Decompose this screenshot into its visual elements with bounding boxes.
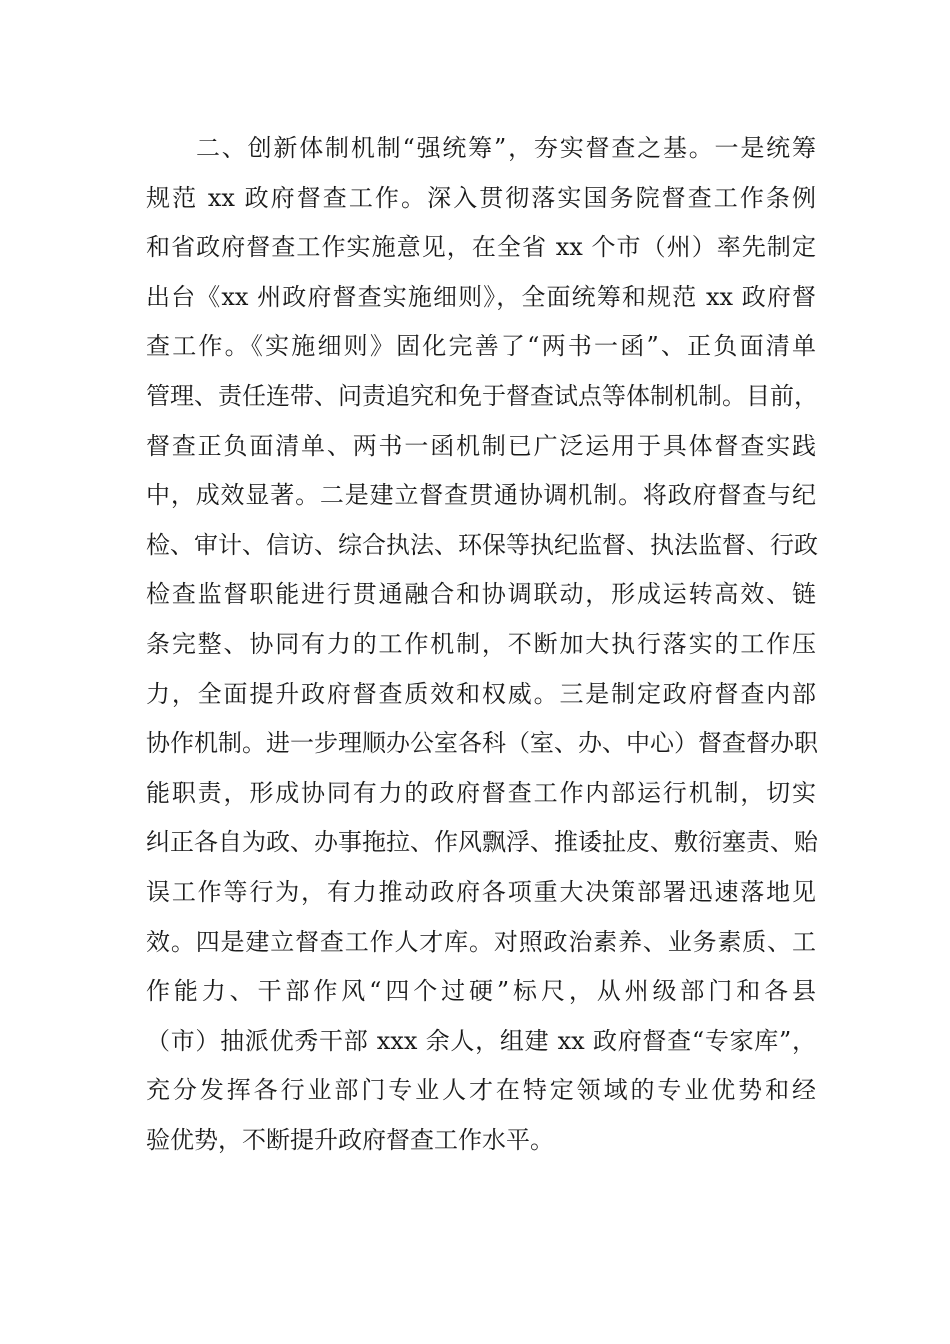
paragraph-line: 误工作等行为，有力推动政府各项重大决策部署迅速落地见 <box>146 877 816 906</box>
paragraph-line: 条完整、协同有力的工作机制，不断加大执行落实的工作压 <box>146 629 816 658</box>
paragraph-line: 充分发挥各行业部门专业人才在特定领域的专业优势和经 <box>146 1076 816 1105</box>
paragraph-line: 督查正负面清单、两书一函机制已广泛运用于具体督查实践 <box>146 431 816 460</box>
paragraph-line: 验优势，不断提升政府督查工作水平。 <box>146 1125 554 1154</box>
paragraph-line: 管理、责任连带、问责追究和免于督查试点等体制机制。目前， <box>146 381 818 410</box>
paragraph-line: 作能力、干部作风“四个过硬”标尺，从州级部门和各县 <box>146 977 816 1006</box>
paragraph-line: （市）抽派优秀干部 xxx 余人，组建 xx 政府督查“专家库”， <box>146 1026 816 1055</box>
paragraph-line: 出台《xx 州政府督查实施细则》，全面统筹和规范 xx 政府督 <box>146 282 816 311</box>
paragraph-line: 和省政府督查工作实施意见，在全省 xx 个市（州）率先制定 <box>146 233 816 262</box>
paragraph-line: 纠正各自为政、办事拖拉、作风飘浮、推诿扯皮、敷衍塞责、贻 <box>146 828 818 857</box>
paragraph-line: 能职责，形成协同有力的政府督查工作内部运行机制，切实 <box>146 778 816 807</box>
paragraph-line: 协作机制。进一步理顺办公室各科（室、办、中心）督查督办职 <box>146 729 818 758</box>
paragraph-line: 检查监督职能进行贯通融合和协调联动，形成运转高效、链 <box>146 580 816 609</box>
paragraph-line: 二、创新体制机制“强统筹”，夯实督查之基。一是统筹 <box>196 134 816 162</box>
paragraph-line: 力，全面提升政府督查质效和权威。三是制定政府督查内部 <box>146 679 816 708</box>
body-paragraph <box>146 124 816 1165</box>
paragraph-line: 规范 xx 政府督查工作。深入贯彻落实国务院督查工作条例 <box>146 183 816 212</box>
paragraph-line: 检、审计、信访、综合执法、环保等执纪监督、执法监督、行政 <box>146 530 818 559</box>
paragraph-line: 中，成效显著。二是建立督查贯通协调机制。将政府督查与纪 <box>146 481 816 510</box>
paragraph-line: 效。四是建立督查工作人才库。对照政治素养、业务素质、工 <box>146 927 816 956</box>
paragraph-line: 查工作。《实施细则》固化完善了“两书一函”、正负面清单 <box>146 332 816 361</box>
